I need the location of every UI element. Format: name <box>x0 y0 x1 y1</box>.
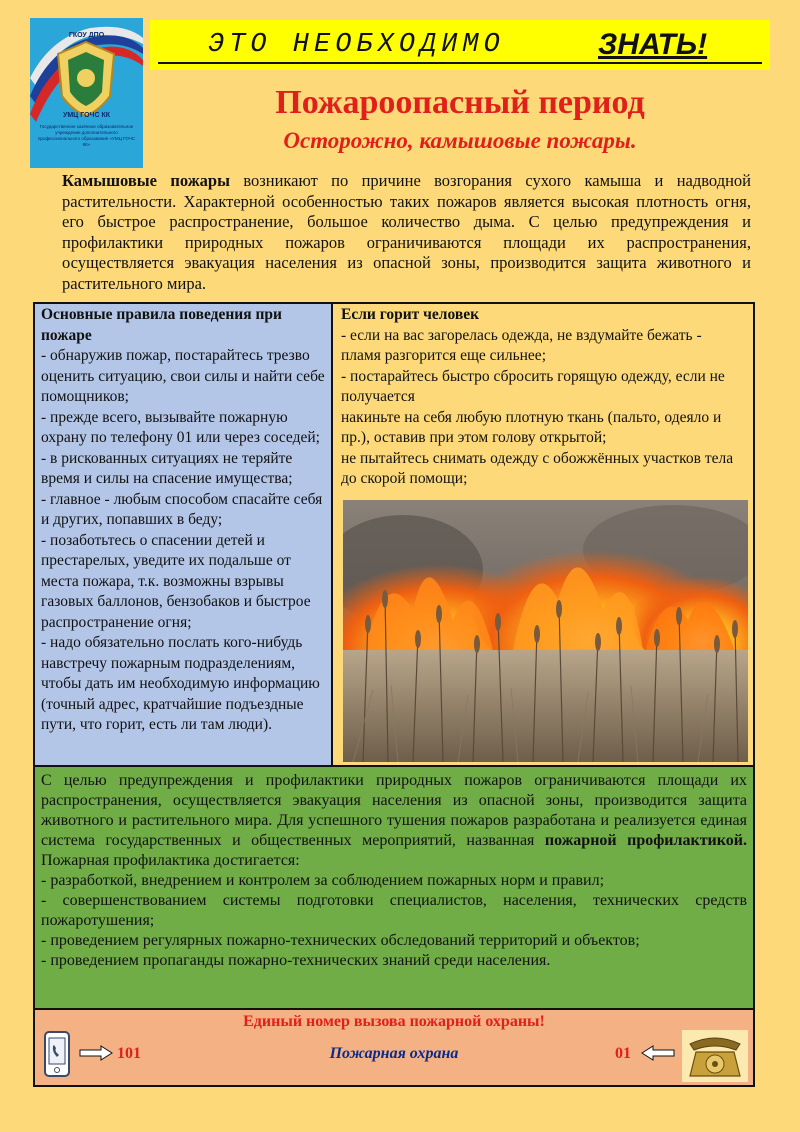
logo-top-text: ГКОУ ДПО <box>68 32 105 39</box>
rules-item: - главное - любым способом спасайте себя и других, попавших в беду; <box>41 490 323 528</box>
rules-item: - надо обязательно послать кого-нибудь навстречу пожарным подразделениям, чтобы дать им необходимую информацию (точный адрес, кратчайшие подъездные пути, что горит, есть ли там люди). <box>41 634 320 733</box>
prevention-text-after: Пожарная профилактика достигается: <box>41 852 300 869</box>
page-title: Пожароопасный период <box>275 84 645 121</box>
person-item: не пытайтесь снимать одежду с обожжённых участков тела до скорой помощи; <box>341 449 734 487</box>
prevention-item: - проведением пропаганды пожарно-технических знаний среди населения. <box>41 952 551 969</box>
landline-number: 01 <box>615 1045 631 1062</box>
rules-item: - в рискованных ситуациях не теряйте время и силы на спасение имущества; <box>41 449 293 487</box>
rules-box <box>33 302 333 767</box>
prevention-text: С целью предупреждения и профилактики природных пожаров ограничиваются площади их распространения, осуществляется эвакуация населения из опасной зоны, производится защита животного и растительного мира. Для успешного тушения пожаров разработана и реализуется единая система государственных и общественных мероприятий, названная <box>41 772 747 849</box>
prevention-paragraph <box>41 771 747 871</box>
person-item: накиньте на себя любую плотную ткань (пальто, одеяло и пр.), оставив при этом голову открытой; <box>341 408 722 446</box>
reed-fire-illustration <box>343 500 748 762</box>
prevention-item: - совершенствованием системы подготовки специалистов, населения, технических средств пожаротушения; <box>41 892 747 929</box>
prevention-item: - проведением регулярных пожарно-технических обследований территорий и объектов; <box>41 932 640 949</box>
logo-mid-text: УМЦ ГОЧС КК <box>62 112 111 119</box>
arrow-left-icon <box>641 1045 675 1061</box>
banner-underline <box>158 62 762 64</box>
rotary-telephone-icon <box>682 1030 748 1082</box>
emblem-logo <box>30 18 143 168</box>
prevention-item: - разработкой, внедрением и контролем за соблюдением пожарных норм и правил; <box>41 872 605 889</box>
prevention-bold: пожарной профилактикой. <box>544 832 748 849</box>
rules-item: - позаботьтесь о спасении детей и престарелых, уведите их подальше от места пожара, т.к. возможны взрывы газовых баллонов, бензобаков и быстрое распространение огня; <box>41 531 311 631</box>
rules-heading: Основные правила поведения при пожаре <box>41 306 282 344</box>
intro-text: возникают по причине возгорания сухого камыша и надводной растительности. Характерной особенностью таких пожаров является высокая плотность огня, его быстрое распространение, большое количество дыма. С целью предупреждения и профилактики природных пожаров ограничиваются площади их распространения, осуществляется эвакуация населения из опасной зоны, производится защита животного и растительного мира. <box>62 171 751 293</box>
emergency-title: Единый номер вызова пожарной охраны! <box>243 1013 545 1030</box>
intro-bold: Камышовые пожары <box>62 171 230 190</box>
banner-emphasis: ЗНАТЬ! <box>598 28 708 61</box>
top-banner <box>150 20 770 70</box>
rules-item: - обнаружив пожар, постарайтесь трезво оценить ситуацию, свои силы и найти себе помощников; <box>41 347 325 405</box>
reed-fire-photo <box>343 500 748 762</box>
person-heading: Если горит человек <box>341 306 480 323</box>
prevention-box <box>33 767 755 1010</box>
emergency-footer <box>33 1010 755 1087</box>
rules-item: - прежде всего, вызывайте пожарную охрану по телефону 01 или через соседей; <box>41 408 320 446</box>
mobile-number: 101 <box>117 1045 141 1062</box>
logo-subtext: Государственное казённое образовательное учреждение дополнительного профессионального образования «УМЦ ГОЧС КК» <box>38 124 136 147</box>
person-item: - постарайтесь быстро сбросить горящую одежду, если не получается <box>341 367 725 405</box>
service-name: Пожарная охрана <box>329 1045 459 1062</box>
intro-paragraph <box>62 171 751 295</box>
person-item: - если на вас загорелась одежда, не вздумайте бежать - пламя разгорится еще сильнее; <box>341 326 702 364</box>
page-subtitle: Осторожно, камышовые пожары. <box>283 128 637 153</box>
banner-text: ЭТО НЕОБХОДИМО <box>208 30 505 60</box>
